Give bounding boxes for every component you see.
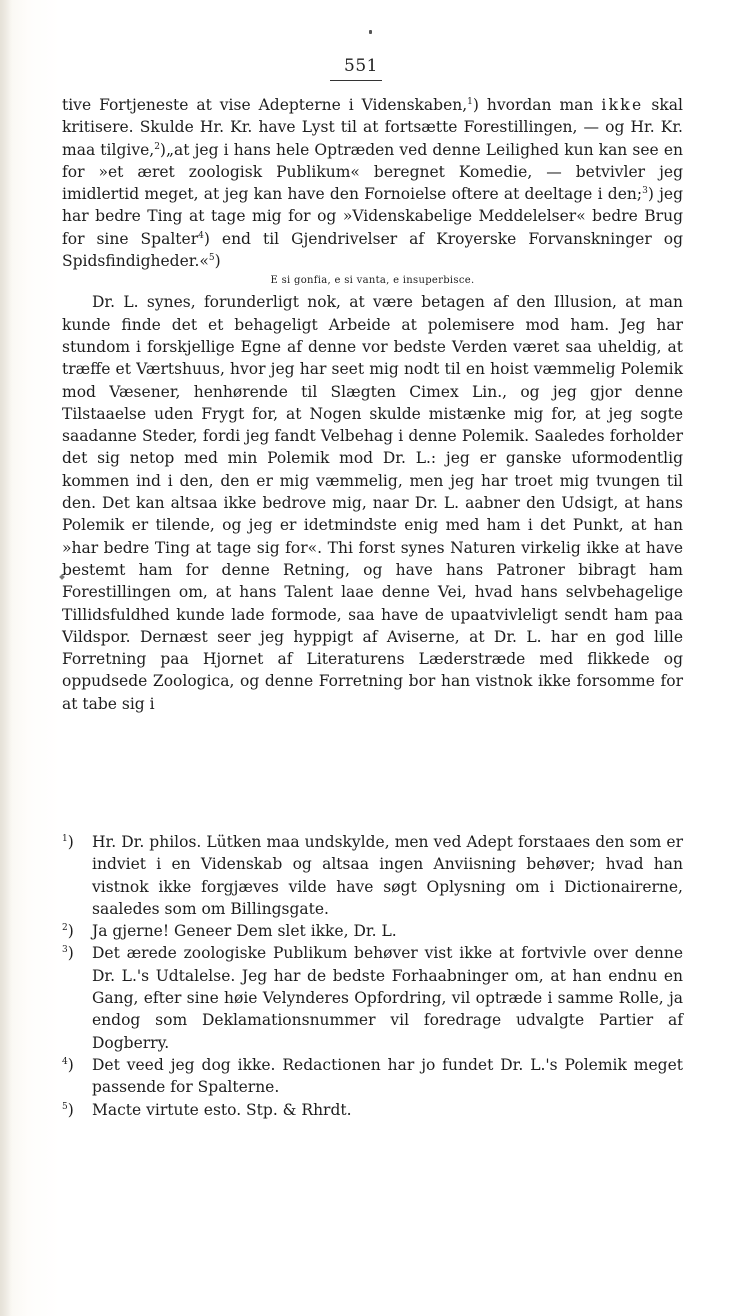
footnote-number: 2: [62, 923, 68, 934]
footnote-mark: $^5$): [62, 1100, 74, 1119]
footnote-ref-1: 1: [467, 96, 473, 107]
page-number-underline: [330, 80, 382, 81]
text-run: tive Fortjeneste at vise Adepterne i Videnskaben,: [62, 96, 468, 114]
paragraph-1: [62, 94, 683, 272]
footnote-ref-2: 2: [154, 141, 160, 152]
footnote-3: [62, 942, 683, 1053]
text-run: ) hvordan man: [472, 96, 594, 114]
motto-line: E si gonfia, e si vanta, e insuperbisce.: [270, 275, 475, 287]
footnote-text: Macte virtute esto. Stp. & Rhrdt.: [92, 1100, 352, 1119]
footnote-mark: $^1$): [62, 833, 74, 851]
footnote-4: [62, 1054, 683, 1099]
ink-speck: [369, 30, 372, 34]
binding-shadow: [0, 0, 12, 1316]
footnote-text: Det ærede zoologiske Publikum behøver vist ikke at fortvivle over denne Dr. L.'s Udtalelse. Jeg har de bedste Forhaabninger om, at han endnu en Gang, efter sine høie Velynderes Opfordring, vil optræde i samme Rolle, ja endog som Deklamationsnummer vil foredrage udvalgte Partier af Dogberry.: [92, 944, 683, 1052]
text-run: )„at jeg i hans hele Optræden ved denne Leilighed kun kan see en for »et æret zoologisk Publikum« beregnet Komedie, — betvivler jeg imidlertid meget, at jeg kan have den Fornoielse oftere at deeltage i den;: [62, 140, 683, 204]
footnote-number: 5: [62, 1101, 68, 1112]
emphasized-word: ikke: [601, 96, 644, 114]
footnote-text: Ja gjerne! Geneer Dem slet ikke, Dr. L.: [92, 922, 397, 941]
footnote-mark: $^2$): [62, 922, 74, 941]
footnote-number: 3: [62, 945, 68, 956]
footnote-number: 1: [62, 833, 68, 844]
footnote-text: Hr. Dr. philos. Lütken maa undskylde, men ved Adept forstaaes den som er indviet i en Videnskab og altsaa ingen Anviisning behøver; hvad han vistnok ikke forgjæves vilde have søgt Oplysning om i Dictionairerne, saaledes som om Billingsgate.: [92, 833, 683, 918]
paragraph-2: Dr. L. synes, forunderligt nok, at være betagen af den Illusion, at man kunde finde det et behageligt Arbeide at polemisere mod ham. Jeg har stundom i forskjellige Egne af denne vor bedste Verden været saa uheldig, at træffe et Værtshuus, hvor jeg har seet mig nodt til en hoist væmmelig Polemik mod Væsener, henhørende til Slægten Cimex Lin., og jeg gjor denne Tilstaaelse uden Frygt for, at Nogen skulde mistænke mig for, at jeg sogte saadanne Steder, fordi jeg fandt Velbehag i denne Polemik. Saaledes forholder det sig netop med min Polemik mod Dr. L.: jeg er ganske uformodentlig kommen ind i den, den er mig væmmelig, men jeg har troet mig tvungen til den. Det kan altsaa ikke bedrove mig, naar Dr. L. aabner den Udsigt, at hans Polemik er tilende, og jeg er idetmindste enig med ham i det Punkt, at han »har bedre Ting at tage sig for«. Thi forst synes Naturen virkelig ikke at have bestemt ham for denne Retning, og have hans Patroner bibragt ham Forestillingen om, at hans Talent laae denne Vei, hvad hans selvbehagelige Tillidsfuldhed kunde lade formode, saa have de upaatvivleligt sendt ham paa Vildspor. Dernæst seer jeg hyppigt af Aviserne, at Dr. L. har en god lille Forretning paa Hjornet af Literaturens Læderstræde med flikkede og oppudsede Zoologica, og denne Forretning bor han vistnok ikke forsomme for at tabe sig i: [62, 293, 683, 713]
text-run: skal kritisere. Skulde Hr. Kr. have Lyst til at fortsætte Forestillingen, — og Hr. Kr. maa tilgive,: [62, 96, 683, 159]
footnote-ref-3: 3: [642, 186, 648, 197]
footnote-1: [62, 831, 683, 920]
footnote-mark: $^4$): [62, 1055, 74, 1074]
footnote-5: [62, 1099, 683, 1121]
footnote-text: Det veed jeg dog ikke. Redactionen har jo fundet Dr. L.'s Polemik meget passende for Spalterne.: [92, 1055, 683, 1097]
text-run: ) end til Gjendrivelser af Kroyerske Forvanskninger og Spidsfindigheder.«: [62, 229, 683, 271]
main-text: [62, 94, 683, 715]
footnote-number: 4: [62, 1056, 68, 1067]
footnote-ref-5: 5: [208, 252, 215, 263]
text-run: ) jeg har bedre Ting at tage mig for og »Videnskabelige Meddelelser« bedre Brug for sine Spalter: [62, 185, 683, 248]
page-number: 551: [344, 56, 378, 76]
text-run: ): [214, 252, 221, 271]
footnote-ref-4: 4: [198, 230, 204, 241]
footnote-mark: $^3$): [62, 944, 74, 963]
footnote-2: [62, 920, 683, 942]
footnotes: [62, 831, 683, 1121]
